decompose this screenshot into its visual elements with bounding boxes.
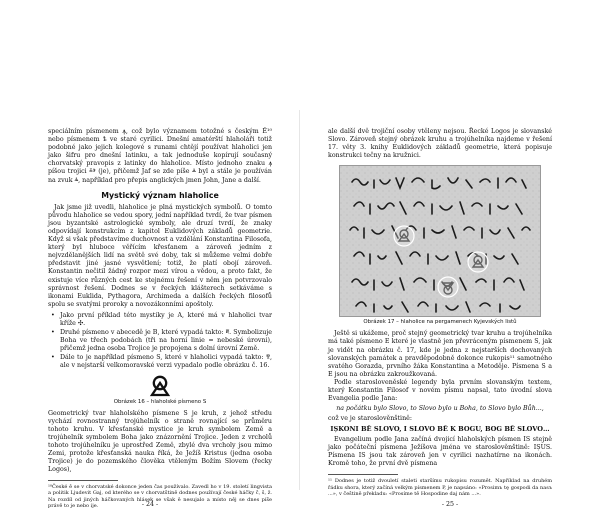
right-paragraph-1: Ještě si ukážeme, proč stejný geometrický tvar kruhu a trojúhelníka má také písmeno E které je vlastně jen převráceným písmenem S, jak je vidět na obrázku č. 17, kde je jedna z nejstarších dochovaných slovanských památek a pravděpodobně dokonce rukopis¹¹ samotného svatého Gorazda, prvního žáka Konstantina a Metoděje. Písmena S a E jsou na obrázku zakroužkovaná. [328,330,552,378]
section-heading: Mystický význam hlaholice [101,190,219,200]
old-slavonic-quote: IȘKONI BĚ SLOVO, I SLOVO BĚ K BOGU, BOG BĚ SLOVO… [330,425,550,434]
bullet-list [48,312,272,371]
manuscript-image [339,165,541,317]
right-intro-paragraph: ale další dvě trojiční osoby vtěleny nejsou. Řecké Logos je slovanské Slovo. Zároveň stejný obrázek kruhu a trojúhelníka najdeme v řešení 17. věty 3. knihy Euklidových základů geometrie, která popisuje konstrukci tečny na kružnici. [328,128,552,160]
left-paragraph-2: Geometrický tvar hlaholského písmene S je kruh, z jehož středu vychází rovnostranný trojúhelník o straně rovnající se průměru tohoto kruhu. V křesťanské mystice je kruh symbolem Země a trojúhelník symbolem Boha jako znázornění Trojice. Jeden z vrcholů tohoto trojúhelníku je uprostřed Země, zbylé dva vrcholy jsou mimo Zemi, protože křesťanská nauka říká, že Ježíš Kristus (jedna osoba Trojice) je do pozemského člověka vtěleným Božím Slovem (řecky Logos), [48,409,272,474]
left-paragraph-1: Jak jsme již uvedli, hlaholice je plná mystických symbolů. O tomto původu hlaholice se vedou spory, jední například tvrdí, že tvar písmen jsou byzantské astrologické symboly, ale druzí tvrdí, že znaky odpovídají konstrukcím z kapitol Euklidových základů geometrie. Když si však představíme duchovnost a vzdělání Konstantina Filosofa, který byl hluboce věřícím křesťanem a zároveň jedním z nejvzdělanějších lidí na světě své doby, tak si můžeme velmi dobře představit jiné jasné vysvětlení; totiž, že platí obojí zároveň. Konstantin nečitil žádný rozpor mezi vírou a vědou, a proto fakt, že existuje více různých cest ke stejnému řešení v něm jen potvrzovalo správnost řešení. Dodnes se v řeckých klášterech setkáváme s ikonami Euklida, Pythagora, Archimeda a dalších řeckých filosofů spolu se svatými proroky a novozákonními apoštoly. [48,203,272,308]
page-number-right: - 25 - [441,501,459,508]
footnote-rule [48,480,118,481]
figure-16-caption: Obrázek 16 – hlaholské písmeno S [113,398,207,405]
glagolitic-s-letter-icon [146,375,174,397]
gospel-quote: na počátku bylo Slovo, to Slovo bylo u Boha, to Slovo bylo Bůh..., [336,405,544,413]
left-intro-paragraph: speciálním písmenem ꙟ, což bylo významem totožné s českým Ě¹⁰ nebo písmenem ѣ ve staré cyrilici. Dnešní amatérští hlaholáři totiž podobné jako jejich kolegové s runami chtějí používat hlaholici jen jako šifru pro dnešní latinku, a tak jednoduše kopírují současný chorvatský pravopis z latinky do hlaholice. Místo jednoho znaku ꙟ píšou trojici ⰻⰵ (je), přičemž Jaf se zde píše ⱑ byl a stále je používán na zvuk ⱑ, například pro přepis anglických jmen John, Jane a další. [48,128,272,184]
right-paragraph-3: což ve je staroslověnštině: [328,415,412,423]
page-number-left: - 24 - [141,501,159,508]
manuscript-photo [340,166,540,316]
bullet-item: • Druhé písmeno v abecedě je B, které vypadá takto: ⰱ. Symbolizuje Boha ve třech podobách (tři na horní linie = nebeské úrovni), přičemž jedna osoba Trojice je propojena s dolní úrovní Země. [51,329,272,353]
right-footnote: ¹¹ Dodnes je totiž dvouletí staleti staršímu rukopisu rozumět. Například na druhém řádku shora, který začíná velkým písmenem P, je napsáno: «Prosimъ tę gospodi da nasъ ...», v češtině překladu: «Prosíme tě Hospodine daj nám ...». [328,478,552,497]
left-footnote: ¹⁰České ě se v chorvatské dokonce jeden čas používalo. Zavedl ho v 19. století lingvista a politik Ljudevit Gaj, od kterého se v chorvatštině dodnes používají české háčky č, š, ž. Na rozdíl od jiných háčkovaných hlásek se však ě nesujalo a místo něj se dnes píše právě to je nebo ije. [48,484,272,509]
bullet-item: • Jako první příklad této mystiky je A, které má v hlaholici tvar křížе ✣. [51,311,272,327]
right-page [300,0,600,520]
footnote-rule [328,474,398,475]
right-paragraph-2: Podle starosloveněské legendy byla prvním slovanským textem, který Konstantin Filosof v novém písmu napsal, tato úvodní slova Evangelia podle Jana: [328,378,552,403]
figure-16 [48,375,272,397]
bullet-item: • Dále to je například písmeno S, které v hlaholici vypadá takto: ⰺ, ale v nejstarší velkomoravské verzi vypadalo podle obrázku č. 16. [51,354,272,370]
figure-17-caption: Obrázek 17 – hlaholice na pergamenech Kyjevských listů [363,319,517,326]
right-paragraph-4: Evangelium podle Jana začíná dvojicí hlaholských písmen IS stejně jako počáteční písmena Ježíšova jména ve staroslověnštině: IȘUS. Písmena IS jsou tak zároveň jen v cyrilici nazhatírne na ikonách. Kromě toho, že první dvě písmena [328,436,552,468]
